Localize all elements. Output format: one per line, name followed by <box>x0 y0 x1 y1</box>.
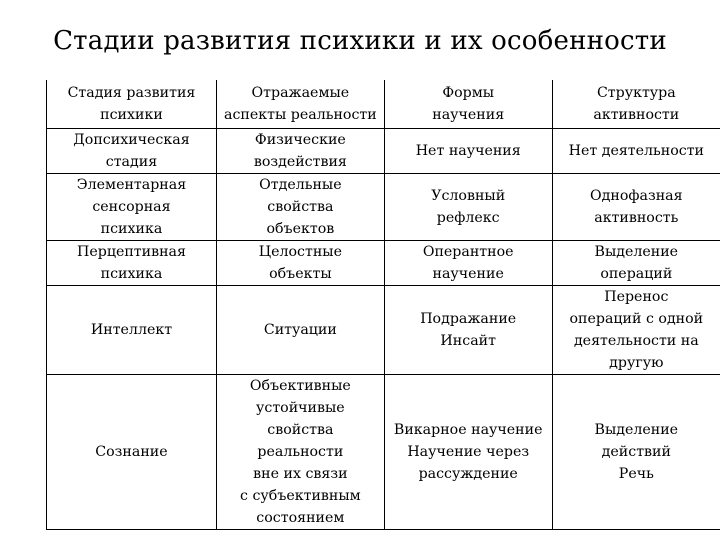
cell-activity: Выделение операций <box>552 240 720 285</box>
header-stage: Стадия развития психики <box>47 80 217 128</box>
cell-aspects: Физические воздействия <box>216 128 384 173</box>
stages-table <box>46 80 720 530</box>
cell-stage: Допсихическая стадия <box>47 128 217 173</box>
table-row <box>47 240 720 285</box>
cell-stage: Сознание <box>47 374 217 529</box>
cell-activity: Перенос операций с одной деятельности на другую <box>552 285 720 374</box>
cell-activity: Выделение действий Речь <box>552 374 720 529</box>
cell-activity: Нет деятельности <box>552 128 720 173</box>
table-row <box>47 374 720 529</box>
cell-stage: Интеллект <box>47 285 217 374</box>
table-row <box>47 285 720 374</box>
cell-learning: Подражание Инсайт <box>384 285 552 374</box>
cell-aspects: Отдельные свойства объектов <box>216 173 384 240</box>
cell-aspects: Объективные устойчивые свойства реальности вне их связи с субъективным состоянием <box>216 374 384 529</box>
cell-learning: Условный рефлекс <box>384 173 552 240</box>
cell-stage: Перцептивная психика <box>47 240 217 285</box>
header-learning-forms: Формы научения <box>384 80 552 128</box>
page-title: Стадии развития психики и их особенности <box>53 26 667 56</box>
cell-learning: Оперантное научение <box>384 240 552 285</box>
cell-learning: Нет научения <box>384 128 552 173</box>
table-header-row <box>47 80 720 128</box>
cell-activity: Однофазная активность <box>552 173 720 240</box>
header-aspects: Отражаемые аспекты реальности <box>216 80 384 128</box>
table-row <box>47 173 720 240</box>
header-activity-structure: Структура активности <box>552 80 720 128</box>
cell-stage: Элементарная сенсорная психика <box>47 173 217 240</box>
cell-aspects: Целостные объекты <box>216 240 384 285</box>
table-row <box>47 128 720 173</box>
cell-aspects: Ситуации <box>216 285 384 374</box>
cell-learning: Викарное научение Научение через рассуждение <box>384 374 552 529</box>
